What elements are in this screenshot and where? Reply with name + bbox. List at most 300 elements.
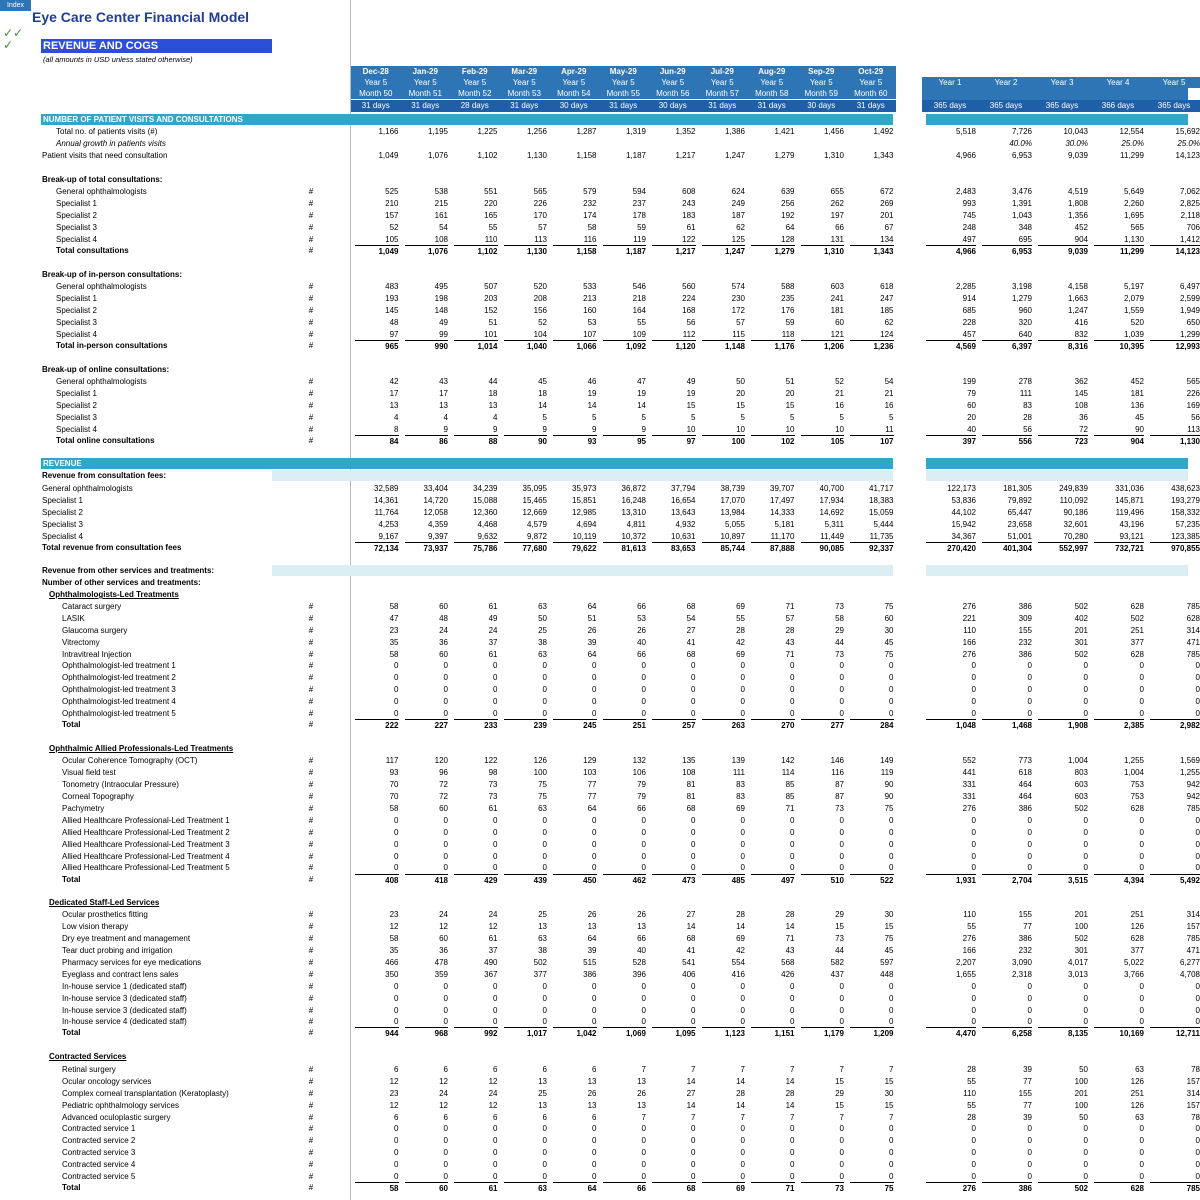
monthly-value: 26	[637, 1089, 646, 1098]
annual-value: 100	[1074, 1077, 1088, 1086]
monthly-value: 6	[394, 1113, 399, 1122]
annual-value: 2,260	[1123, 199, 1144, 208]
month-header-days: 31 days	[500, 100, 550, 112]
monthly-value: 0	[493, 1124, 498, 1133]
annual-value: 314	[1186, 910, 1200, 919]
month-header-nums: Month 59	[797, 88, 847, 99]
monthly-value: 43	[785, 946, 795, 955]
monthly-value: 13,643	[671, 508, 696, 517]
monthly-value: 63	[538, 934, 547, 943]
monthly-value: 9,397	[427, 532, 448, 541]
annual-value: 39	[1023, 1113, 1032, 1122]
row-label: Total	[62, 720, 81, 729]
monthly-value: 0	[889, 1006, 894, 1015]
row-label: Allied Healthcare Professional-Led Treatment 5	[62, 863, 230, 872]
monthly-value: 249	[731, 199, 745, 208]
annual-value: 57,235	[1175, 520, 1200, 529]
monthly-value: 1,287	[576, 127, 597, 136]
annual-value: 0	[971, 1017, 976, 1026]
monthly-value: 28	[736, 910, 745, 919]
monthly-value: 210	[385, 199, 399, 208]
monthly-value: 39	[587, 638, 597, 647]
monthly-value: 63	[538, 602, 547, 611]
monthly-value: 24	[488, 910, 498, 919]
monthly-value: 0	[542, 709, 547, 718]
monthly-value: 5	[592, 413, 597, 422]
monthly-value: 75	[538, 780, 547, 789]
monthly-value: 533	[583, 282, 597, 291]
monthly-value: 86	[405, 435, 449, 448]
annual-value: 166	[962, 638, 976, 647]
monthly-value: 597	[880, 958, 894, 967]
annual-value: 221	[962, 614, 976, 623]
annual-value: 2,982	[1150, 719, 1200, 732]
annual-value: 166	[962, 946, 976, 955]
monthly-value: 624	[731, 187, 745, 196]
monthly-value: 122	[484, 756, 498, 765]
monthly-value: 4	[443, 413, 448, 422]
monthly-value: 1,014	[454, 340, 498, 353]
monthly-value: 588	[781, 282, 795, 291]
annual-value: 0	[1027, 1172, 1032, 1181]
annual-value: 10,169	[1094, 1027, 1144, 1040]
monthly-value: 83	[736, 780, 745, 789]
annual-value: 157	[1186, 1101, 1200, 1110]
monthly-value: 0	[542, 1017, 547, 1026]
annual-value: 628	[1130, 650, 1144, 659]
monthly-value: 161	[434, 211, 448, 220]
monthly-value: 0	[542, 816, 547, 825]
monthly-value: 0	[394, 828, 399, 837]
monthly-value: 1,040	[504, 340, 548, 353]
annual-value: 4,017	[1067, 958, 1088, 967]
annual-value: 2,118	[1180, 211, 1200, 220]
monthly-value: 0	[839, 828, 844, 837]
annual-value: 1,949	[1179, 306, 1200, 315]
monthly-value: 0	[542, 673, 547, 682]
annual-value: 0	[971, 982, 976, 991]
monthly-value: 95	[603, 435, 647, 448]
annual-value: 110	[963, 626, 976, 635]
annual-value: 1,004	[1067, 756, 1088, 765]
row-label: Ophthalmologist-led treatment 2	[62, 673, 176, 682]
annual-value: 45	[1135, 413, 1144, 422]
annual-value: 331,036	[1115, 484, 1144, 493]
monthly-value: 1,120	[652, 340, 696, 353]
monthly-value: 45	[884, 946, 894, 955]
monthly-value: 83	[736, 792, 745, 801]
monthly-value: 0	[740, 697, 745, 706]
annual-value: 1,279	[1011, 294, 1032, 303]
annual-value: 0	[1195, 1017, 1200, 1026]
monthly-value: 1,148	[702, 340, 746, 353]
annual-value: 276	[962, 650, 976, 659]
monthly-value: 16,248	[621, 496, 646, 505]
annual-value: 0	[1195, 982, 1200, 991]
monthly-value: 12	[389, 1077, 399, 1086]
monthly-value: 6	[493, 1065, 498, 1074]
annual-value: 28	[967, 1065, 976, 1074]
monthly-value: 13	[637, 1101, 646, 1110]
row-label: Ophthalmic Allied Professionals-Led Treatments	[49, 744, 234, 753]
monthly-value: 0	[691, 685, 696, 694]
index-tab[interactable]: Index	[0, 0, 31, 11]
monthly-value: 437	[830, 970, 844, 979]
annual-value: 77	[1023, 1101, 1032, 1110]
monthly-value: 0	[394, 1172, 399, 1181]
annual-value: 706	[1186, 223, 1200, 232]
monthly-value: 0	[889, 982, 894, 991]
annual-value: 502	[1130, 614, 1144, 623]
row-label: Ocular prosthetics fitting	[62, 910, 148, 919]
monthly-value: 9	[493, 425, 498, 434]
monthly-value: 19	[587, 389, 597, 398]
monthly-value: 213	[583, 294, 597, 303]
monthly-value: 157	[385, 211, 399, 220]
monthly-value: 38	[538, 638, 547, 647]
monthly-value: 0	[889, 840, 894, 849]
monthly-value: 4,253	[378, 520, 399, 529]
row-label: Allied Healthcare Professional-Led Treatment 2	[62, 828, 230, 837]
unit-marker: #	[308, 413, 314, 422]
monthly-value: 0	[542, 1148, 547, 1157]
monthly-value: 62	[736, 223, 745, 232]
monthly-value: 75	[884, 650, 894, 659]
row-label: In-house service 4 (dedicated staff)	[62, 1017, 187, 1026]
monthly-value: 35,095	[522, 484, 547, 493]
monthly-value: 15,088	[473, 496, 498, 505]
monthly-value: 87	[835, 780, 844, 789]
annual-value: 39	[1023, 1065, 1032, 1074]
monthly-value: 1,492	[873, 127, 894, 136]
monthly-value: 0	[691, 1148, 696, 1157]
monthly-value: 208	[533, 294, 547, 303]
unit-marker: #	[308, 318, 314, 327]
monthly-value: 0	[691, 1006, 696, 1015]
monthly-value: 0	[592, 816, 597, 825]
monthly-value: 546	[632, 282, 646, 291]
monthly-value: 277	[801, 719, 845, 732]
monthly-value: 66	[835, 223, 844, 232]
annual-value: 0	[1195, 852, 1200, 861]
monthly-value: 14	[785, 1101, 795, 1110]
monthly-value: 0	[443, 840, 448, 849]
annual-value: 0	[1083, 1124, 1088, 1133]
monthly-value: 0	[542, 852, 547, 861]
unit-marker: #	[308, 697, 314, 706]
monthly-value: 62	[884, 318, 894, 327]
monthly-value: 1,279	[774, 151, 795, 160]
monthly-value: 284	[850, 719, 894, 732]
monthly-value: 0	[691, 661, 696, 670]
row-label: Visual field test	[62, 768, 116, 777]
monthly-value: 83,653	[652, 542, 696, 555]
monthly-value: 66	[603, 1182, 647, 1195]
monthly-value: 37	[488, 638, 498, 647]
annual-value: 10,395	[1094, 340, 1144, 353]
annual-value: 63	[1135, 1065, 1144, 1074]
monthly-value: 0	[889, 1148, 894, 1157]
monthly-value: 0	[443, 994, 448, 1003]
monthly-value: 77	[587, 792, 597, 801]
annual-value: 9,039	[1038, 245, 1088, 258]
monthly-value: 672	[880, 187, 894, 196]
annual-value: 0	[971, 994, 976, 1003]
row-label: General ophthalmologists	[56, 282, 147, 291]
monthly-value: 541	[682, 958, 696, 967]
checkmark-icon: ✓✓	[3, 26, 24, 40]
annual-value: 0	[1195, 709, 1200, 718]
monthly-value: 520	[533, 282, 547, 291]
row-label: Corneal Topography	[62, 792, 134, 801]
monthly-value: 15	[835, 1077, 844, 1086]
row-label: Advanced oculoplastic surgery	[62, 1113, 171, 1122]
monthly-value: 113	[534, 235, 547, 244]
annual-value: 0	[971, 709, 976, 718]
row-label: General ophthalmologists	[56, 377, 147, 386]
annual-value: 28	[967, 1113, 976, 1122]
monthly-value: 121	[830, 330, 844, 339]
monthly-value: 44	[835, 638, 844, 647]
annual-value: 123,385	[1171, 532, 1200, 541]
monthly-value: 116	[831, 768, 844, 777]
monthly-value: 0	[394, 685, 399, 694]
monthly-value: 56	[686, 318, 696, 327]
monthly-value: 0	[641, 709, 646, 718]
monthly-value: 11,764	[374, 508, 399, 517]
monthly-value: 7	[889, 1113, 894, 1122]
monthly-value: 0	[740, 816, 745, 825]
annual-value: 226	[1186, 389, 1200, 398]
monthly-value: 119	[633, 235, 646, 244]
monthly-value: 0	[790, 1136, 795, 1145]
year-days-header: 365 days	[922, 100, 978, 112]
monthly-value: 0	[443, 697, 448, 706]
monthly-value: 14	[637, 401, 646, 410]
monthly-value: 168	[682, 306, 696, 315]
monthly-value: 0	[592, 673, 597, 682]
annual-value: 0	[1139, 661, 1144, 670]
monthly-value: 0	[592, 1006, 597, 1015]
annual-value: 50	[1079, 1113, 1088, 1122]
row-label: Ophthalmologist-led treatment 1	[62, 661, 176, 670]
monthly-value: 51	[785, 377, 795, 386]
month-header-dates: Aug-29	[747, 66, 797, 77]
monthly-value: 0	[740, 982, 745, 991]
monthly-value: 15	[835, 922, 844, 931]
monthly-value: 146	[830, 756, 844, 765]
monthly-value: 0	[740, 863, 745, 872]
annual-value: 1,255	[1179, 768, 1200, 777]
monthly-value: 0	[889, 852, 894, 861]
monthly-value: 66	[637, 934, 646, 943]
monthly-value: 0	[839, 697, 844, 706]
monthly-value: 64	[587, 602, 597, 611]
monthly-value: 1,310	[823, 151, 844, 160]
monthly-value: 96	[439, 768, 448, 777]
monthly-value: 79	[637, 780, 646, 789]
annual-value: 9,039	[1067, 151, 1088, 160]
monthly-value: 60	[835, 318, 844, 327]
monthly-value: 0	[691, 1017, 696, 1026]
row-label: Annual growth in patients visits	[56, 139, 166, 148]
annual-value: 0	[1139, 1017, 1144, 1026]
annual-value: 1,663	[1067, 294, 1088, 303]
monthly-value: 58	[389, 934, 399, 943]
monthly-value: 38,739	[720, 484, 745, 493]
monthly-value: 0	[790, 1160, 795, 1169]
monthly-value: 12	[439, 1101, 448, 1110]
monthly-value: 0	[493, 1148, 498, 1157]
monthly-value: 256	[781, 199, 795, 208]
unit-marker: #	[308, 828, 314, 837]
month-header-days: 30 days	[797, 100, 847, 112]
monthly-value: 0	[443, 1148, 448, 1157]
monthly-value: 108	[682, 768, 696, 777]
monthly-value: 1,123	[702, 1027, 746, 1040]
unit-marker: #	[308, 1089, 314, 1098]
row-label: Total	[62, 1028, 81, 1037]
monthly-value: 67	[884, 223, 894, 232]
monthly-value: 215	[434, 199, 448, 208]
month-header-nums: Month 56	[648, 88, 698, 99]
annual-value: 12,554	[1119, 127, 1144, 136]
unit-marker: #	[308, 922, 314, 931]
monthly-value: 24	[488, 1089, 498, 1098]
annual-value: 65,447	[1007, 508, 1032, 517]
monthly-value: 1,209	[850, 1027, 894, 1040]
unit-marker: #	[308, 614, 314, 623]
monthly-value: 0	[839, 1136, 844, 1145]
monthly-value: 49	[686, 377, 696, 386]
monthly-value: 1,130	[526, 151, 547, 160]
monthly-value: 525	[385, 187, 399, 196]
monthly-value: 0	[889, 1017, 894, 1026]
annual-value: 3,090	[1011, 958, 1032, 967]
annual-value: 723	[1038, 435, 1088, 448]
monthly-value: 565	[533, 187, 547, 196]
annual-value: 386	[1018, 934, 1032, 943]
monthly-value: 192	[781, 211, 795, 220]
monthly-value: 1,158	[553, 245, 597, 258]
unit-marker: #	[308, 720, 314, 729]
month-header-days: 31 days	[846, 100, 896, 112]
row-label: Vitrectomy	[62, 638, 100, 647]
monthly-value: 0	[394, 1006, 399, 1015]
annual-value: 0	[1083, 828, 1088, 837]
annual-value: 0	[1027, 1160, 1032, 1169]
monthly-value: 233	[454, 719, 498, 732]
annual-value: 685	[962, 306, 976, 315]
annual-value: 78	[1191, 1113, 1200, 1122]
monthly-value: 0	[493, 1160, 498, 1169]
annual-value: 0	[1027, 982, 1032, 991]
row-label: Specialist 3	[56, 223, 97, 232]
monthly-value: 25	[538, 626, 547, 635]
year-header: Year 4	[1090, 77, 1146, 88]
monthly-value: 13	[637, 922, 646, 931]
monthly-value: 73	[488, 792, 498, 801]
monthly-value: 426	[781, 970, 795, 979]
annual-value: 314	[1186, 1089, 1200, 1098]
monthly-value: 0	[542, 1172, 547, 1181]
annual-value: 785	[1150, 1182, 1200, 1195]
monthly-value: 0	[592, 709, 597, 718]
annual-value: 6,277	[1179, 958, 1200, 967]
monthly-value: 14	[736, 1077, 745, 1086]
unit-marker: #	[308, 970, 314, 979]
annual-value: 50	[1079, 1065, 1088, 1074]
monthly-value: 68	[686, 602, 696, 611]
month-header-days: 31 days	[747, 100, 797, 112]
unit-marker: #	[308, 1160, 314, 1169]
row-label: Tonometry (Intraocular Pressure)	[62, 780, 179, 789]
monthly-value: 114	[781, 768, 795, 777]
monthly-value: 14	[686, 1077, 696, 1086]
monthly-value: 406	[682, 970, 696, 979]
annual-value: 0	[1083, 1172, 1088, 1181]
monthly-value: 0	[839, 1160, 844, 1169]
monthly-value: 38	[538, 946, 547, 955]
month-header-days: 28 days	[450, 100, 500, 112]
annual-value: 108	[1074, 401, 1088, 410]
monthly-value: 15	[884, 1077, 894, 1086]
monthly-value: 7	[790, 1113, 795, 1122]
unit-marker: #	[308, 638, 314, 647]
unit-marker: #	[308, 294, 314, 303]
row-label: Specialist 4	[56, 330, 97, 339]
monthly-value: 1,102	[454, 245, 498, 258]
monthly-value: 90	[884, 780, 894, 789]
row-label: Specialist 1	[56, 389, 97, 398]
row-label: Total online consultations	[56, 436, 155, 445]
monthly-value: 47	[389, 614, 399, 623]
unit-marker: #	[308, 768, 314, 777]
monthly-value: 57	[785, 614, 795, 623]
annual-value: 0	[1083, 685, 1088, 694]
unit-marker: #	[308, 282, 314, 291]
monthly-value: 0	[542, 863, 547, 872]
annual-value: 3,198	[1011, 282, 1032, 291]
annual-value: 157	[1186, 1077, 1200, 1086]
monthly-value: 54	[439, 223, 448, 232]
monthly-value: 149	[880, 756, 894, 765]
monthly-value: 5,055	[724, 520, 745, 529]
monthly-value: 69	[736, 804, 745, 813]
annual-value: 0	[1027, 697, 1032, 706]
monthly-value: 117	[385, 756, 399, 765]
annual-value: 25.0%	[1177, 139, 1200, 148]
annual-value: 0	[971, 816, 976, 825]
annual-value: 0	[1139, 1124, 1144, 1133]
annual-value: 6,258	[982, 1027, 1032, 1040]
monthly-value: 0	[740, 673, 745, 682]
annual-value: 556	[982, 435, 1032, 448]
monthly-value: 60	[439, 602, 448, 611]
annual-value: 803	[1074, 768, 1088, 777]
monthly-value: 0	[394, 994, 399, 1003]
annual-value: 251	[1130, 626, 1144, 635]
monthly-value: 57	[736, 318, 745, 327]
monthly-value: 7	[740, 1065, 745, 1074]
annual-value: 0	[1083, 697, 1088, 706]
monthly-value: 485	[702, 874, 746, 887]
monthly-value: 0	[641, 852, 646, 861]
annual-value: 0	[1027, 1148, 1032, 1157]
monthly-value: 0	[394, 852, 399, 861]
monthly-value: 0	[839, 816, 844, 825]
monthly-value: 27	[686, 1089, 696, 1098]
